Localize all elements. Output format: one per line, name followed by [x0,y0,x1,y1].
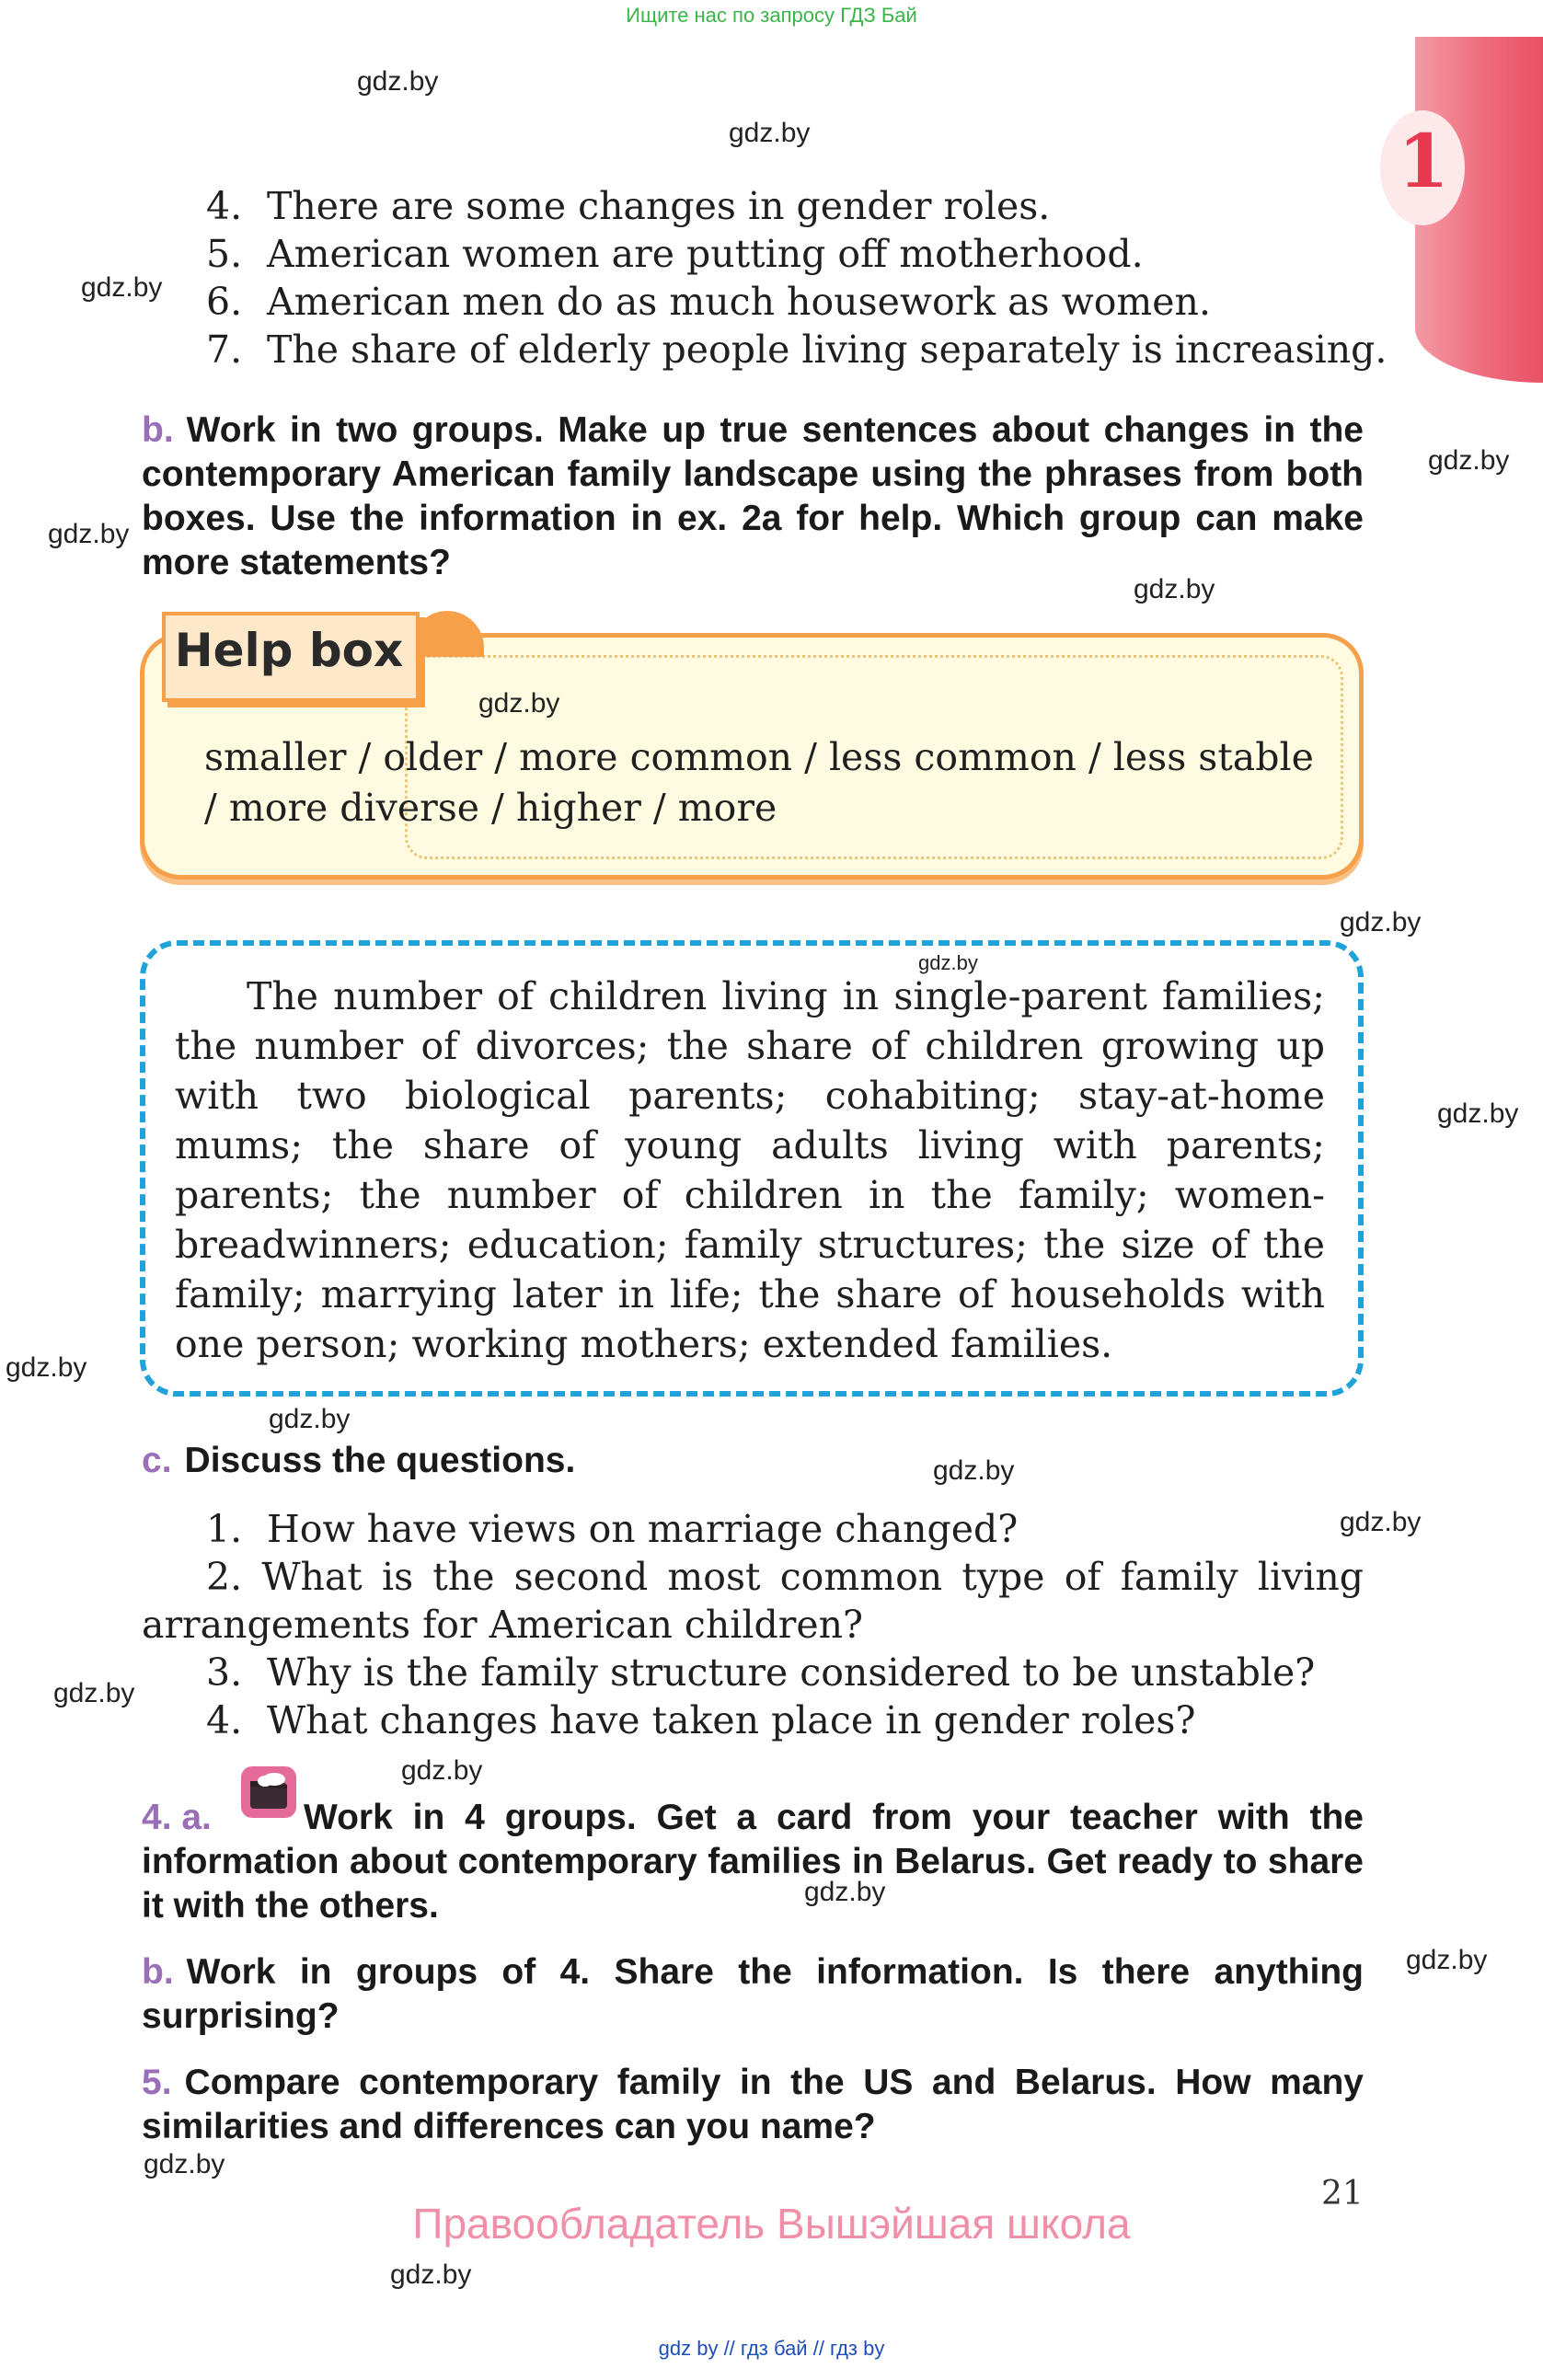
page-number: 21 [1321,2175,1364,2213]
help-box-title: Help box [174,624,404,677]
list-item: 6. American men do as much housework as women. [206,280,1211,324]
watermark: gdz.by [1134,574,1215,604]
unit-number: 1 [1398,118,1449,204]
watermark: gdz.by [401,1755,483,1786]
rights-holder: Правообладатель Вышэйшая школа [412,2200,1131,2248]
footer-links[interactable]: gdz by // гдз бай // гдз by [658,2337,885,2360]
task-b: b. Work in two groups. Make up true sentences about changes in the contemporary American family landscape using the phrases from both boxes. Use the information in ex. 2a for help. Which group can make more statements? [142,410,1364,582]
question-item: 4. What changes have taken place in gender roles? [206,1698,1196,1742]
list-item: 7. The share of elderly people living separately is increasing. [206,328,1388,372]
list-item: 5. American women are putting off motherhood. [206,232,1144,276]
watermark: gdz.by [933,1455,1015,1486]
task-5: 5. Compare contemporary family in the US and Belarus. How many similarities and differences can you name? [142,2063,1364,2146]
watermark: gdz.by [478,688,560,719]
watermark: gdz.by [1340,907,1422,937]
question-item: 1. How have views on marriage changed? [206,1507,1019,1551]
task-4b: b. Work in groups of 4. Share the information. Is there anything surprising? [142,1952,1364,2036]
watermark: gdz.by [390,2259,472,2290]
question-item: 2. What is the second most common type of family living arrangements for American children? [142,1555,1364,1647]
watermark: gdz.by [6,1352,87,1383]
watermark: gdz.by [1428,445,1510,476]
watermark: gdz.by [357,66,439,97]
watermark: gdz.by [48,519,130,549]
phrases-text: The number of children living in single-parent families; the number of divorces; the share of children growing up with two biological parents; cohabiting; stay-at-home mums; the share of young adults living with parents; parents; the number of children in the family; women-breadwinners; education; family structures; the size of the family; marrying later in life; the share of households with one person; working mothers; extended families. [175,974,1325,1366]
watermark: gdz.by [81,272,163,303]
task-c: c. Discuss the questions. [142,1441,576,1480]
question-item: 3. Why is the family structure considered to be unstable? [206,1650,1316,1695]
help-box-words: smaller / older / more common / less common / less stable / more diverse / higher / more [204,735,1314,830]
watermark: gdz.by [804,1877,886,1907]
watermark: gdz.by [1340,1507,1422,1537]
watermark: gdz.by [729,118,811,148]
watermark: gdz.by [144,2149,225,2179]
watermark: gdz.by [1437,1098,1519,1129]
top-banner: Ищите нас по запросу ГДЗ Бай [626,4,917,27]
help-box-tab-corner [410,611,484,657]
list-item: 4. There are some changes in gender roles. [206,184,1051,228]
watermark: gdz.by [1406,1945,1488,1975]
watermark: gdz.by [918,951,978,974]
watermark: gdz.by [269,1404,351,1434]
watermark: gdz.by [53,1678,135,1708]
task-4a: 4. a. Work in 4 groups. Get a card from your teacher with the information about contemporary families in Belarus. Get ready to share it with the others. [142,1798,1364,1926]
